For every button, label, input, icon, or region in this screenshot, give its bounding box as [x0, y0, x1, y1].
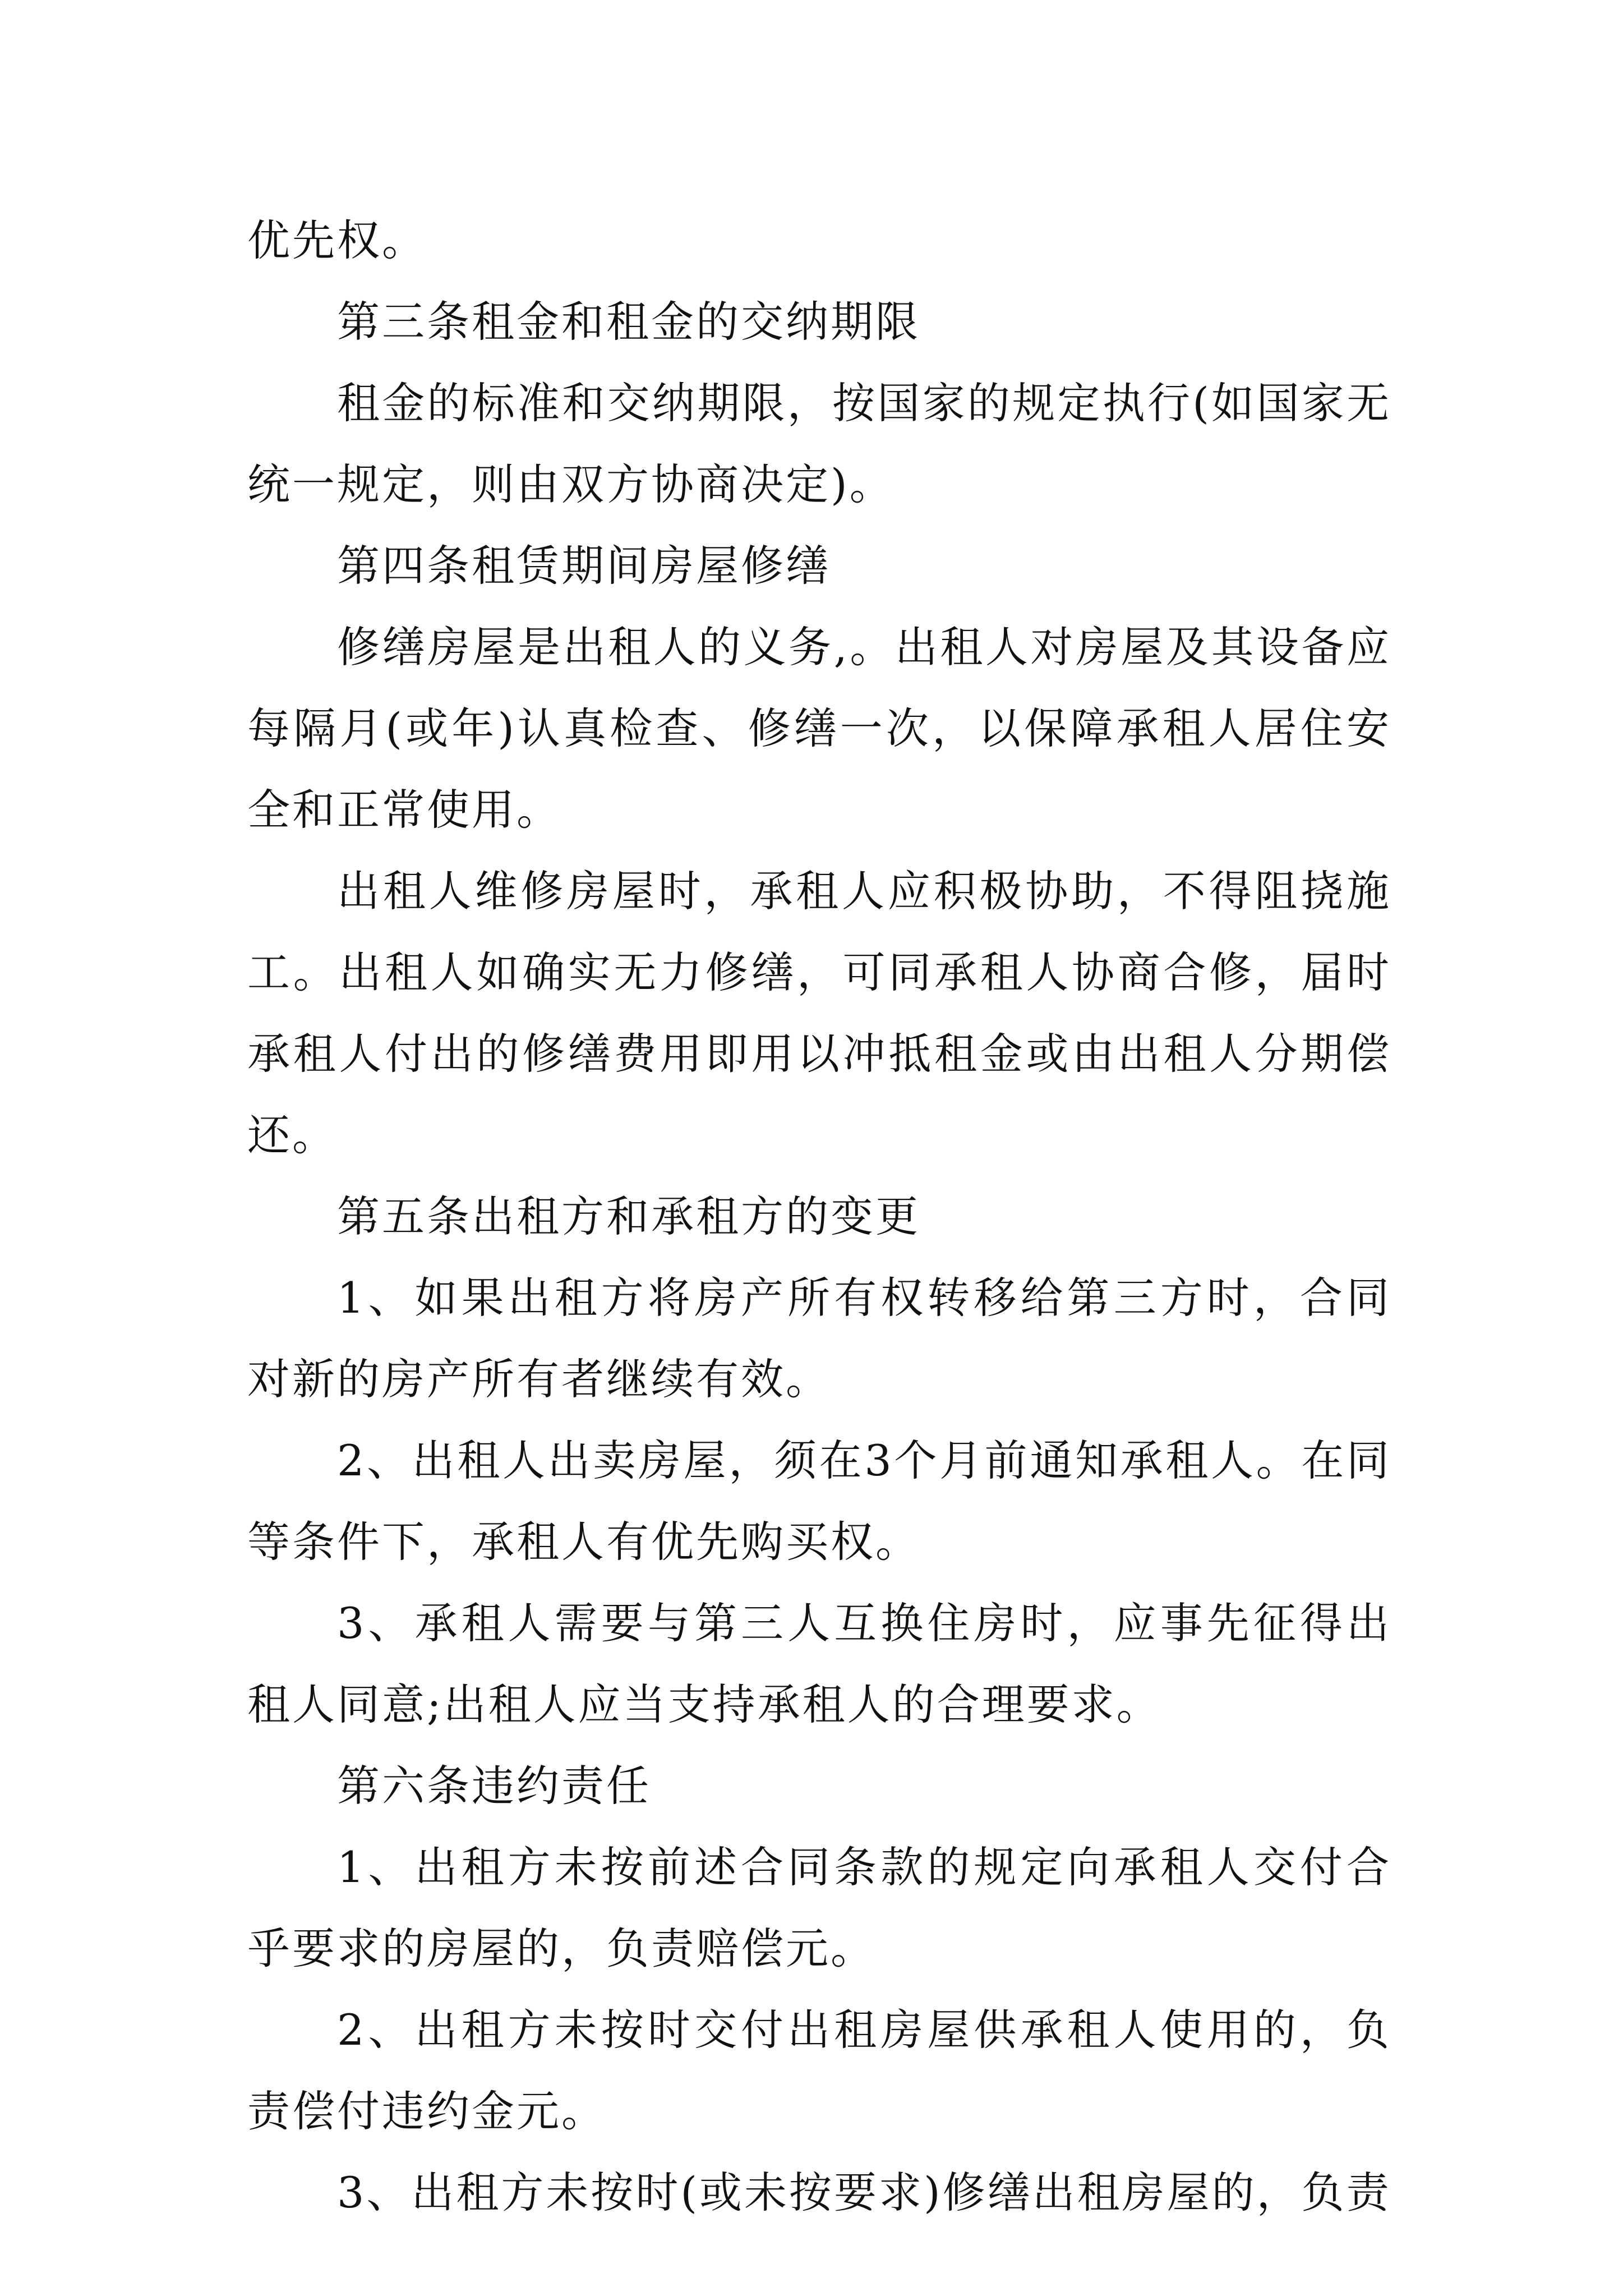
list-item: 2、出租方未按时交付出租房屋供承租人使用的，负责偿付违约金元。 [247, 2005, 1391, 2136]
paragraph-continuation: 优先权。 [247, 215, 427, 265]
article-4-heading: 第四条租赁期间房屋修缮 [337, 541, 831, 591]
document-body [247, 200, 1391, 2233]
list-item: 3、承租人需要与第三人互换住房时，应事先征得出租人同意;出租人应当支持承租人的合理要求。 [247, 1598, 1391, 1729]
paragraph: 租金的标准和交纳期限，按国家的规定执行(如国家无统一规定，则由双方协商决定)。 [247, 378, 1391, 509]
paragraph: 出租人维修房屋时，承租人应积极协助，不得阻挠施工。出租人如确实无力修缮，可同承租人协商合修，届时承租人付出的修缮费用即用以冲抵租金或由出租人分期偿还。 [247, 866, 1391, 1160]
paragraph: 修缮房屋是出租人的义务,。出租人对房屋及其设备应每隔月(或年)认真检查、修缮一次，以保障承租人居住安全和正常使用。 [247, 622, 1391, 835]
article-5-heading: 第五条出租方和承租方的变更 [337, 1191, 920, 1241]
list-item: 1、出租方未按前述合同条款的规定向承租人交付合乎要求的房屋的，负责赔偿元。 [247, 1842, 1391, 1973]
article-3-heading: 第三条租金和租金的交纳期限 [337, 297, 920, 347]
list-item: 1、如果出租方将房产所有权转移给第三方时，合同对新的房产所有者继续有效。 [247, 1273, 1391, 1404]
list-item: 3、出租方未按时(或未按要求)修缮出租房屋的，负责 [337, 2168, 1391, 2217]
list-item: 2、出租人出卖房屋，须在3个月前通知承租人。在同等条件下，承租人有优先购买权。 [247, 1435, 1391, 1567]
article-6-heading: 第六条违约责任 [337, 1761, 651, 1811]
